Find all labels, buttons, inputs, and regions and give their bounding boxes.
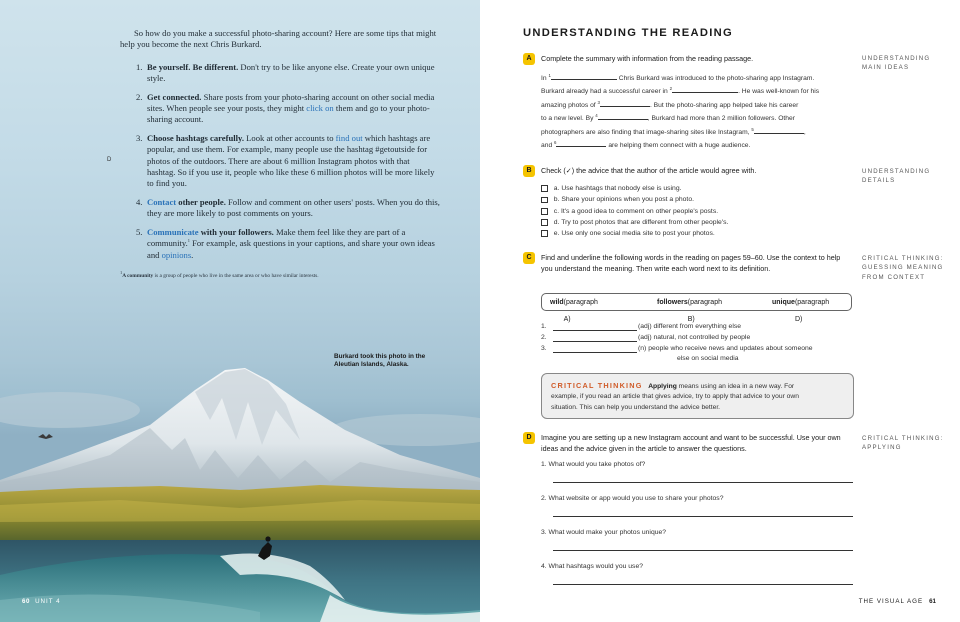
paragraph-marker: D: [107, 157, 112, 163]
question: 3. What would make your photos unique?: [541, 529, 667, 536]
check-option[interactable]: [541, 183, 728, 194]
question: 1. What would you take photos of?: [541, 461, 646, 468]
right-page: [480, 0, 960, 622]
glossary-link[interactable]: Contact: [147, 196, 177, 207]
blank-number: 3: [597, 99, 600, 105]
tip-text: Follow and comment on other users' posts. When you do this, they are more likely to post comments on yours.: [147, 196, 440, 219]
unit-label: UNIT 4: [35, 598, 61, 605]
footnote-text: is a group of people who live in the same area or who have similar interests.: [153, 273, 319, 279]
critical-thinking-skill: Applying: [648, 383, 677, 390]
checkbox[interactable]: [541, 219, 548, 226]
tip-heading: Choose hashtags carefully.: [147, 132, 245, 143]
option-label: e. Use only one social media site to post your photos.: [553, 230, 715, 238]
tip-number: 4.: [136, 196, 143, 207]
question: 2. What website or app would you use to share your photos?: [541, 495, 724, 502]
option-label: c. It's a good idea to comment on other people's posts.: [553, 207, 719, 215]
side-label-line: UNDERSTANDING: [862, 168, 931, 175]
tip-item: [136, 133, 440, 190]
activity-badge-c: C: [523, 252, 535, 264]
glossary-link[interactable]: click on: [306, 103, 334, 114]
tip-number: 2.: [136, 91, 143, 102]
critical-thinking-text: means using an idea in a new way. For: [676, 383, 795, 390]
summary-text: , Burkard had more than 2 million followers. Other: [647, 115, 795, 123]
page-number: 61: [929, 598, 936, 605]
word-box: [541, 293, 852, 323]
side-label-line: FROM CONTEXT: [862, 273, 926, 281]
blank-input[interactable]: [754, 126, 804, 134]
right-page-footer: [859, 598, 936, 605]
paragraph-ref: (paragraph A): [563, 299, 598, 323]
critical-thinking-text: example, if you read an article that gives advice, try to apply that advice to your own: [551, 393, 799, 401]
intro-paragraph: So how do you make a successful photo-sharing account? Here are some tips that might help you become the next Chris Burkard.: [120, 28, 437, 50]
side-label-line: GUESSING MEANING: [862, 264, 944, 272]
glossary-link[interactable]: find out: [335, 132, 363, 143]
glossary-link[interactable]: Communicate: [147, 226, 199, 237]
tip-item: [136, 92, 440, 126]
blank-input[interactable]: [556, 139, 606, 147]
blank-input[interactable]: [551, 72, 617, 80]
word-entry: [550, 294, 598, 323]
instruction-a: Complete the summary with information from the reading passage.: [541, 54, 754, 63]
critical-thinking-heading: CRITICAL THINKING: [551, 381, 643, 390]
side-label-d: [862, 434, 957, 453]
tip-number: 1.: [136, 61, 143, 72]
left-page-footer: [22, 598, 61, 605]
side-label-line: APPLYING: [862, 444, 902, 452]
side-label-line: CRITICAL THINKING:: [862, 435, 944, 442]
tip-text: which hashtags are popular, and use them. For example, many people use the hashtag #getoutside for photos of the outdoors. There are about 6 million Instagram photos with that hashtag. So if you use it, people who like these 6 million photos will be more likely to find you.: [147, 132, 435, 189]
vocab-word: wild: [550, 299, 564, 306]
option-label: b. Share your opinions when you post a photo.: [553, 196, 694, 204]
footnote: [120, 270, 440, 279]
tip-heading: Get connected.: [147, 91, 202, 102]
answer-line[interactable]: [553, 550, 853, 551]
side-label-b: [862, 167, 957, 186]
footer-label: THE VISUAL AGE: [858, 598, 924, 605]
tip-item: [136, 197, 440, 220]
summary-text: Chris Burkard was introduced to the photo-sharing app Instagram.: [616, 75, 815, 82]
blank-input[interactable]: [598, 112, 648, 120]
tips-list: [120, 62, 440, 261]
check-option[interactable]: [541, 206, 728, 217]
instruction-c: Find and underline the following words in the reading on pages 59–60. Use the context to help you understand the meaning. Then write each word next to its definition.: [541, 253, 841, 273]
section-title: UNDERSTANDING THE READING: [523, 27, 734, 39]
definition-text: (adj) different from everything else: [638, 323, 742, 330]
checkbox[interactable]: [541, 197, 548, 204]
blank-number: 5: [751, 126, 754, 132]
glossary-link[interactable]: opinions: [161, 249, 192, 260]
answer-line[interactable]: [553, 584, 853, 585]
blank-input[interactable]: [597, 99, 650, 107]
summary-text: . He was well-known for his: [738, 88, 820, 96]
summary-text: to a new level. By: [541, 115, 596, 123]
tip-text: .: [191, 249, 194, 260]
footnote-term: A community: [122, 273, 154, 279]
summary-text: Burkard already had a successful career in: [541, 88, 670, 96]
instruction-d: Imagine you are setting up a new Instagram account and want to be successful. Use your own ideas and the advice given in the article to answer the questions.: [541, 433, 841, 453]
check-option[interactable]: [541, 228, 728, 239]
summary-text: In: [541, 75, 549, 82]
paragraph-ref: (paragraph B): [687, 299, 722, 323]
blank-number: 1: [548, 72, 551, 78]
definition-number: 2.: [541, 333, 547, 341]
question: 4. What hashtags would you use?: [541, 563, 644, 570]
footnote-number: 1: [120, 270, 123, 276]
tip-item: [136, 62, 440, 85]
critical-thinking-box: [541, 373, 854, 419]
answer-line[interactable]: [553, 482, 853, 483]
article-body: [120, 28, 440, 268]
tip-text: Share posts from your photo-sharing account on other social media sites. When people see your posts, they might: [147, 91, 435, 114]
tip-item: [136, 227, 440, 261]
tip-heading: with your followers.: [198, 226, 274, 237]
activity-badge-a: A: [523, 53, 535, 65]
blank-number: 2: [669, 86, 673, 92]
answer-blank[interactable]: [553, 341, 637, 342]
tip-text: Look at other accounts to: [244, 132, 336, 143]
summary-text: are helping them connect with a huge audience.: [606, 142, 751, 150]
tip-number: 3.: [136, 132, 143, 143]
option-label: d. Try to post photos that are different from other people's.: [553, 218, 729, 226]
summary-text: photographers are also finding that image-sharing sites like Instagram,: [541, 128, 752, 136]
definition-text: (adj) natural, not controlled by people: [638, 333, 751, 341]
checklist: [541, 183, 728, 239]
blank-input[interactable]: [669, 85, 738, 93]
vocab-word: followers: [657, 299, 688, 306]
tip-heading: other people.: [176, 196, 226, 207]
option-label: a. Use hashtags that nobody else is using.: [553, 185, 682, 192]
summary-text: ,: [803, 128, 806, 136]
definition-number: 1.: [541, 323, 547, 330]
activity-badge-b: B: [523, 165, 535, 177]
tip-text: For example, ask questions in your captions, and share your own ideas and: [147, 238, 435, 260]
checkbox[interactable]: [541, 185, 548, 192]
summary-paragraph: [541, 72, 851, 152]
tip-text: them and go to your photo-sharing account.: [147, 103, 430, 125]
side-label-a: [862, 54, 957, 73]
photo-caption: Burkard took this photo in the Aleutian Islands, Alaska.: [334, 353, 426, 369]
tip-heading: Be yourself. Be different.: [147, 61, 239, 72]
answer-line[interactable]: [553, 516, 853, 517]
activity-badge-d: D: [523, 432, 535, 444]
page-number: 60: [22, 598, 31, 605]
definition-number: 3.: [541, 344, 547, 352]
side-label-line: DETAILS: [862, 177, 896, 185]
vocab-word: unique: [772, 299, 795, 306]
footnote-marker: 1: [187, 238, 190, 244]
answer-blank[interactable]: [553, 352, 637, 353]
check-option[interactable]: [541, 194, 728, 205]
blank-number: 4: [595, 112, 598, 118]
summary-text: and: [541, 142, 555, 150]
blank-number: 6: [554, 139, 557, 145]
tip-text: Don't try to be like anyone else. Create your own unique style.: [147, 61, 435, 84]
word-entry: [657, 294, 722, 323]
side-label-c: [862, 254, 957, 282]
side-label-line: CRITICAL THINKING:: [862, 255, 944, 262]
side-label-line: UNDERSTANDING: [862, 55, 931, 62]
side-label-line: MAIN IDEAS: [862, 64, 910, 72]
definition-text: (n) people who receive news and updates about someone: [638, 344, 813, 352]
word-entry: [772, 294, 830, 323]
tip-text: Make them feel like they are part of a community.: [147, 226, 406, 249]
instruction-b: Check (✓) the advice that the author of the article would agree with.: [541, 166, 757, 175]
summary-text: amazing photos of: [541, 101, 598, 109]
summary-text: . But the photo-sharing app helped take his career: [649, 101, 799, 109]
checkbox[interactable]: [541, 230, 548, 237]
answer-blank[interactable]: [553, 330, 637, 331]
tip-number: 5.: [136, 226, 143, 237]
definition-text: else on social media: [677, 355, 739, 363]
check-option[interactable]: [541, 217, 728, 228]
critical-thinking-text: situation. This can help you understand the advice better.: [551, 403, 721, 411]
paragraph-ref: (paragraph D): [794, 299, 830, 323]
checkbox[interactable]: [541, 208, 548, 215]
